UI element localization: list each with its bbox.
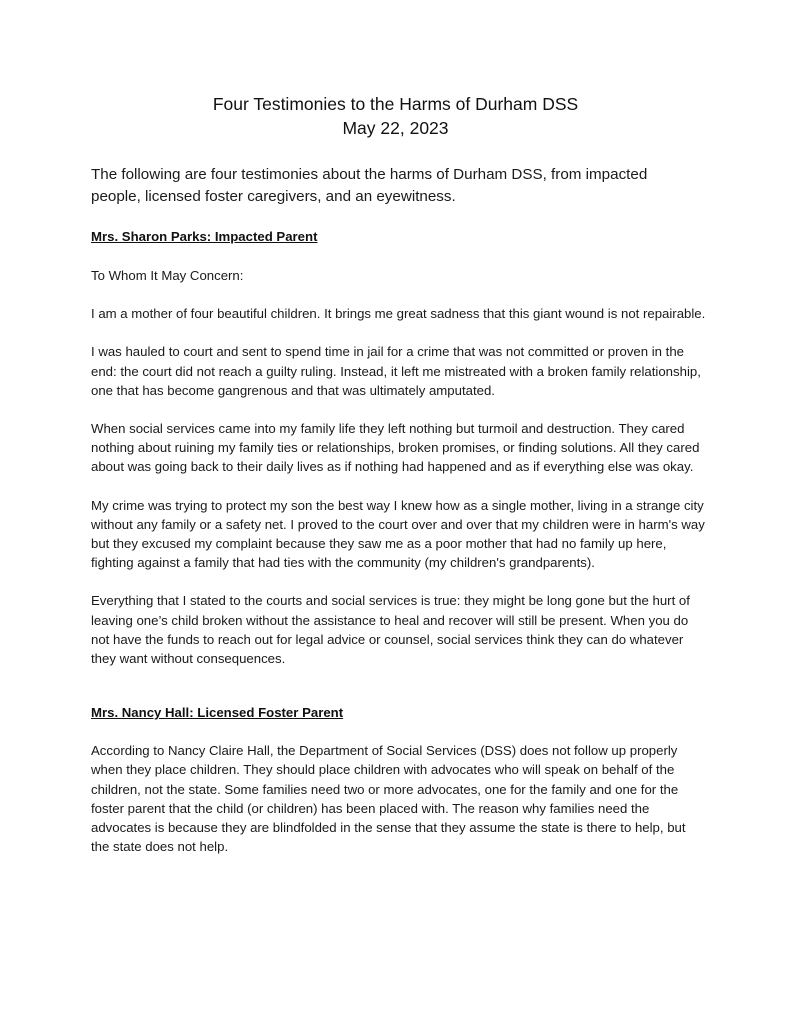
testimony-paragraph: I am a mother of four beautiful children. It brings me great sadness that this giant wound is not repairable. xyxy=(91,306,706,322)
intro-paragraph xyxy=(91,164,706,207)
testimony-paragraph: I was hauled to court and sent to spend time in jail for a crime that was not committed or proven in the end: the court did not reach a guilty ruling. Instead, it left me mistreated with a broken family relationship, one that has become gangrenous and that was ultimately amputated. xyxy=(91,344,701,398)
testimony-paragraph: According to Nancy Claire Hall, the Department of Social Services (DSS) does not follow up properly when they place children. They should place children with advocates who will speak on behalf of the children, not the state. Some families need two or more advocates, one for the family and one for the foster parent that the child (or children) has been placed with. The reason why families need the advocates is because they are blindfolded in the sense that they assume the state is there to help, but the state does not help. xyxy=(91,743,686,855)
section-heading-nancy-hall: Mrs. Nancy Hall: Licensed Foster Parent xyxy=(91,705,344,721)
intro-line-2: people, licensed foster caregivers, and an eyewitness. xyxy=(91,187,456,205)
testimony-paragraph: Everything that I stated to the courts and social services is true: they might be long gone but the hurt of leaving one’s child broken without the assistance to heal and recover will still be present. When you do not have the funds to reach out for legal advice or counsel, social services think they can do whatever they want without consequences. xyxy=(91,593,690,667)
testimony-paragraph: My crime was trying to protect my son the best way I knew how as a single mother, living in a strange city without any family or a safety net. I proved to the court over and over that my children were in harm's way but they excused my complaint because they saw me as a poor mother that had no family up here, fighting against a family that had ties with the community (my children's grandparents). xyxy=(91,497,705,571)
salutation: To Whom It May Concern: xyxy=(91,268,244,283)
document-title: Four Testimonies to the Harms of Durham DSS xyxy=(212,94,579,114)
document-header xyxy=(0,92,791,140)
intro-line-1: The following are four testimonies about the harms of Durham DSS, from impacted xyxy=(91,166,648,183)
section-heading-sharon-parks: Mrs. Sharon Parks: Impacted Parent xyxy=(91,229,318,244)
document-body xyxy=(91,164,706,856)
document-date: May 22, 2023 xyxy=(342,118,449,138)
testimony-paragraph: When social services came into my family life they left nothing but turmoil and destruction. They cared nothing about ruining my family ties or relationships, broken promises, or finding solutions. All they cared about was going back to their daily lives as if nothing had happened and as if everything else was okay. xyxy=(91,421,700,475)
